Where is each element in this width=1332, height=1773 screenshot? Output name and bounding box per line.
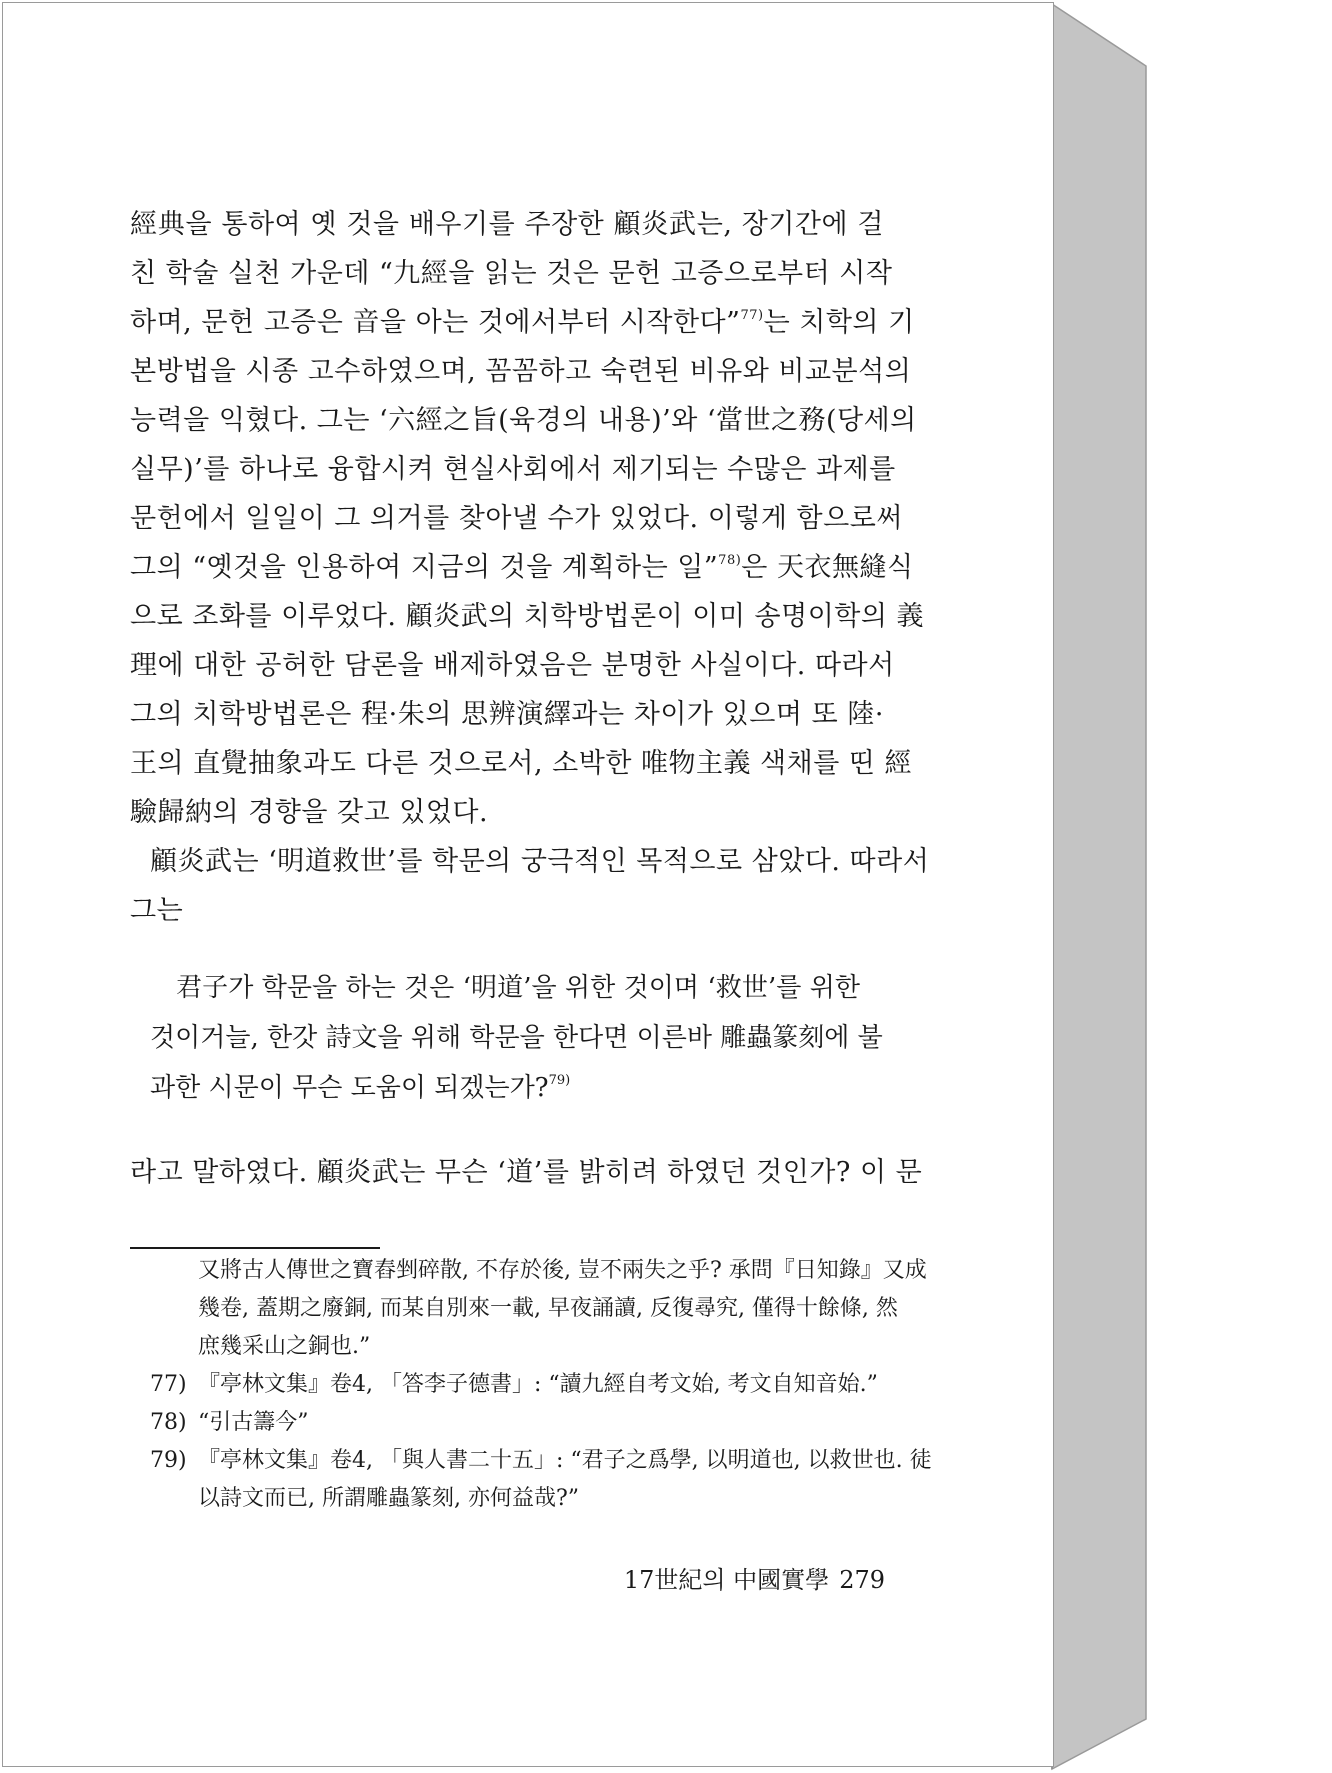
footnote-ref-78[interactable]: 78) <box>718 553 742 568</box>
footnote-number: 77) <box>150 1372 187 1397</box>
block-quote <box>150 963 883 1113</box>
body-line: 그의 치학방법론은 程·朱의 思辨演繹과는 차이가 있으며 또 陸· <box>130 699 884 730</box>
footnote-number: 78) <box>150 1410 187 1435</box>
page-number: 279 <box>839 1566 885 1594</box>
footnote-continuation: 幾卷, 蓋期之廢銅, 而某自別來一載, 早夜誦讀, 反復尋究, 僅得十餘條, 然 <box>198 1296 898 1321</box>
footnote-continuation: 又將古人傳世之寶舂剉碎散, 不存於後, 豈不兩失之乎? 承問『日知錄』又成 <box>198 1258 927 1283</box>
footnote-continuation: 庶幾采山之銅也.” <box>198 1334 371 1359</box>
footnotes <box>150 1252 932 1518</box>
footnote-78 <box>150 1404 860 1442</box>
body-line: 라고 말하였다. 顧炎武는 무슨 ‘道’를 밝히려 하였던 것인가? 이 문 <box>130 1157 923 1188</box>
body-paragraph-3 <box>130 1148 923 1197</box>
body-line: 驗歸納의 경향을 갖고 있었다. <box>130 797 489 828</box>
footnote-ref-77[interactable]: 77) <box>740 308 764 323</box>
footnote-text: 『亭林文集』卷4, 「答李子德書」: “讀九經自考文始, 考文自知音始.” <box>198 1372 878 1397</box>
quote-line: 것이거늘, 한갓 詩文을 위해 학문을 한다면 이른바 雕蟲篆刻에 불 <box>150 1023 883 1053</box>
footnote-ref-79[interactable]: 79) <box>548 1073 571 1088</box>
body-line: 본방법을 시종 고수하였으며, 꼼꼼하고 숙련된 비유와 비교분석의 <box>130 356 912 387</box>
footnote-77 <box>150 1366 878 1404</box>
body-line <box>130 298 915 347</box>
body-line: 실무)’를 하나로 융합시켜 현실사회에서 제기되는 수많은 과제를 <box>130 454 896 485</box>
quote-text: 과한 시문이 무슨 도움이 되겠는가? <box>150 1073 549 1103</box>
body-line: 理에 대한 공허한 담론을 배제하였음은 분명한 사실이다. 따라서 <box>130 650 895 681</box>
body-line <box>130 543 914 592</box>
page-footer <box>580 1560 885 1595</box>
body-line: 친 학술 실천 가운데 “九經을 읽는 것은 문헌 고증으로부터 시작 <box>130 258 893 289</box>
quote-line: 君子가 학문을 하는 것은 ‘明道’을 위한 것이며 ‘救世’를 위한 <box>176 973 860 1003</box>
body-line: 王의 直覺抽象과도 다른 것으로서, 소박한 唯物主義 색채를 띤 經 <box>130 748 913 779</box>
quote-line <box>150 1063 860 1113</box>
body-line: 經典을 통하여 옛 것을 배우기를 주장한 顧炎武는, 장기간에 걸 <box>130 209 884 240</box>
footnote-number: 79) <box>150 1448 187 1473</box>
footnote-rule <box>130 1247 380 1249</box>
body-text: 그의 “옛것을 인용하여 지금의 것을 계획하는 일” <box>130 552 719 583</box>
footnote-text: 『亭林文集』卷4, 「與人書二十五」: “君子之爲學, 以明道也, 以救世也. 徒 <box>198 1448 932 1473</box>
body-line: 문헌에서 일일이 그 의거를 찾아낼 수가 있었다. 이렇게 함으로써 <box>130 503 903 534</box>
footnote-continuation: 以詩文而已, 所謂雕蟲篆刻, 亦何益哉?” <box>198 1486 580 1511</box>
body-paragraph-1 <box>130 200 930 935</box>
footnote-79 <box>150 1442 932 1480</box>
body-text: 는 치학의 기 <box>763 307 915 338</box>
body-text: 하며, 문헌 고증은 音을 아는 것에서부터 시작한다” <box>130 307 741 338</box>
body-line: 顧炎武는 ‘明道救世’를 학문의 궁극적인 목적으로 삼았다. 따라서 <box>150 846 930 877</box>
footnote-text: “引古籌今” <box>198 1410 309 1435</box>
body-line: 그는 <box>130 895 184 926</box>
body-line: 능력을 익혔다. 그는 ‘六經之旨(육경의 내용)’와 ‘當世之務(당세의 <box>130 405 917 436</box>
running-title: 17世紀의 中國實學 <box>623 1566 830 1594</box>
body-text: 은 天衣無縫식 <box>741 552 914 583</box>
body-line: 으로 조화를 이루었다. 顧炎武의 치학방법론이 이미 송명이학의 義 <box>130 601 925 632</box>
